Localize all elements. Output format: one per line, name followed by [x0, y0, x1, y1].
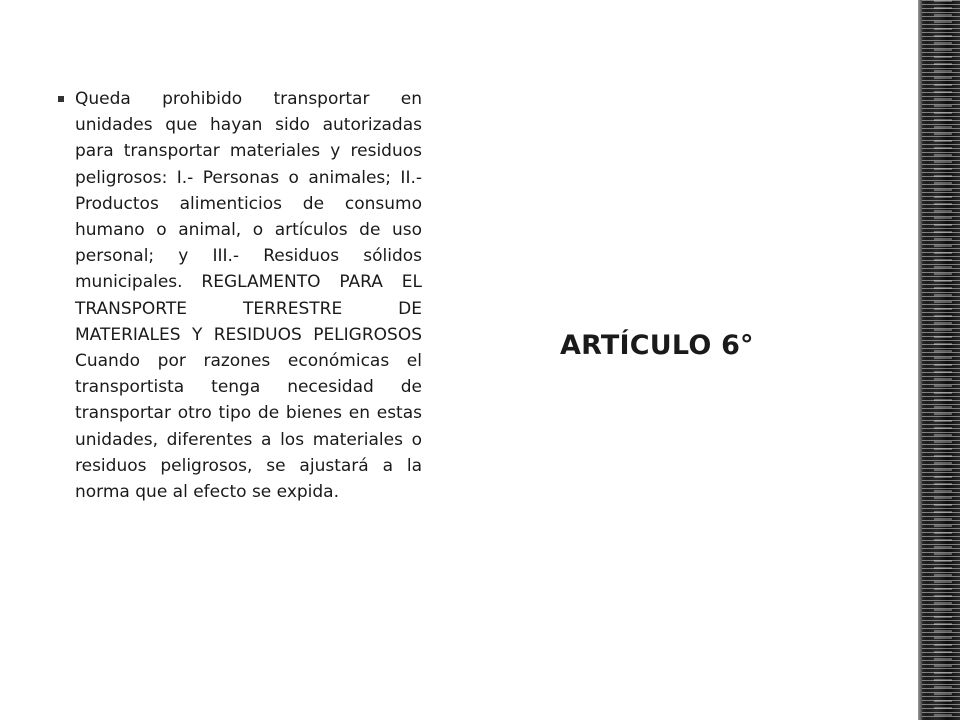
bullet-item: [58, 86, 422, 505]
square-bullet-icon: [58, 96, 64, 102]
bullet-list: [58, 86, 422, 505]
decorative-edge-band: [918, 0, 960, 720]
bullet-text: Queda prohibido transportar en unidades que hayan sido autorizadas para transportar materiales y residuos peligrosos: I.- Personas o animales; II.- Productos alimenticios de consumo humano o animal, o artículos de uso personal; y III.- Residuos sólidos municipales. REGLAMENTO PARA EL TRANSPORTE TERRESTRE DE MATERIALES Y RESIDUOS PELIGROSOS Cuando por razones económicas el transportista tenga necesidad de transportar otro tipo de bienes en estas unidades, diferentes a los materiales o residuos peligrosos, se ajustará a la norma que al efecto se expida.: [75, 89, 422, 503]
slide-title: ARTÍCULO 6°: [560, 330, 754, 361]
